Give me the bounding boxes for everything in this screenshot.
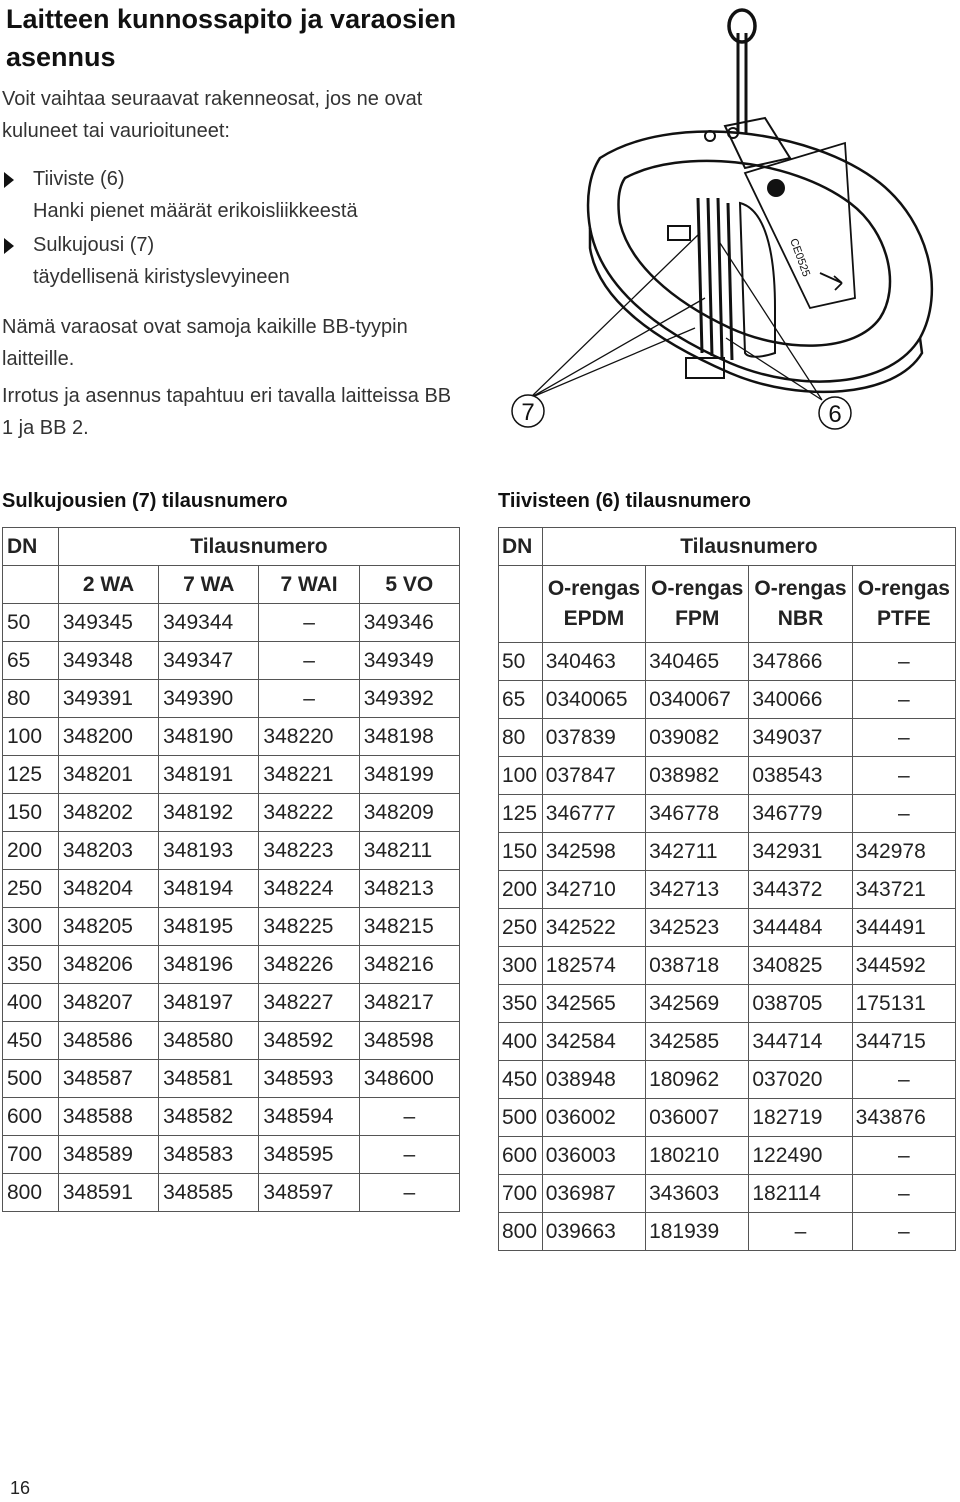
order-number-cell: 348588 [58,1098,158,1136]
dn-cell: 50 [3,604,59,642]
order-number-cell: – [852,681,955,719]
dn-cell: 80 [3,680,59,718]
table-row [3,604,460,642]
table-row [3,718,460,756]
order-number-cell: 348589 [58,1136,158,1174]
seals-table [498,527,956,1251]
order-number-cell: 038543 [749,757,852,795]
order-number-cell: 342584 [542,1023,645,1061]
col-header-line: EPDM [563,607,625,630]
table-row [3,756,460,794]
seals-heading: Tiivisteen (6) tilausnumero [498,490,752,512]
order-number-cell: 180210 [646,1137,749,1175]
order-number-cell: – [852,643,955,681]
order-number-cell: 348591 [58,1174,158,1212]
order-number-cell: 343876 [852,1099,955,1137]
order-number-cell: 348202 [58,794,158,832]
order-number-cell: 348217 [359,984,459,1022]
order-number-cell: 348222 [259,794,359,832]
order-number-cell: 348581 [159,1060,259,1098]
order-number-cell: – [359,1098,459,1136]
table-row [3,870,460,908]
table-row [499,757,956,795]
order-number-cell: – [852,1213,955,1251]
order-number-cell: 342585 [646,1023,749,1061]
table-subheader-row [499,566,956,643]
dn-cell: 800 [3,1174,59,1212]
table-row [499,1023,956,1061]
dn-cell: 80 [499,719,543,757]
order-number-cell: 348593 [259,1060,359,1098]
bullet-line: Hanki pienet määrät erikoisliikkeestä [33,200,358,222]
order-number-cell: 038982 [646,757,749,795]
order-number-cell: – [259,604,359,642]
table-row [499,1061,956,1099]
order-number-cell: 348215 [359,908,459,946]
order-number-cell: 038705 [749,985,852,1023]
order-number-cell: 348190 [159,718,259,756]
order-number-cell: 348196 [159,946,259,984]
table-row [3,832,460,870]
order-number-cell: 348587 [58,1060,158,1098]
col-header-line: FPM [675,607,720,630]
order-number-cell: 349349 [359,642,459,680]
order-number-cell: 348592 [259,1022,359,1060]
order-number-cell: 348216 [359,946,459,984]
order-number-cell: 038948 [542,1061,645,1099]
order-number-cell: 342523 [646,909,749,947]
dn-cell: 50 [499,643,543,681]
order-number-cell: – [852,1061,955,1099]
order-number-cell: 182574 [542,947,645,985]
order-number-cell: 342931 [749,833,852,871]
order-number-cell: 348585 [159,1174,259,1212]
order-number-cell: 349346 [359,604,459,642]
order-number-cell: 348595 [259,1136,359,1174]
order-number-cell: 340066 [749,681,852,719]
order-number-cell: 342978 [852,833,955,871]
order-number-cell: – [359,1136,459,1174]
order-number-cell: – [749,1213,852,1251]
order-number-cell: 348203 [58,832,158,870]
order-number-cell: 348200 [58,718,158,756]
bullet-line: täydellisenä kiristyslevyineen [33,266,290,288]
dn-cell: 350 [3,946,59,984]
order-number-cell: 348206 [58,946,158,984]
order-number-cell: 348221 [259,756,359,794]
col-header: 7 WAI [259,566,359,604]
intro-text: Voit vaihtaa seuraavat rakenneosat, jos ne ovat kuluneet tai vaurioituneet: [2,88,423,142]
dn-cell: 150 [3,794,59,832]
col-header-line: PTFE [877,607,931,630]
dn-cell: 150 [499,833,543,871]
order-number-cell: 342711 [646,833,749,871]
dn-cell: 500 [499,1099,543,1137]
table-row [3,984,460,1022]
table-row [499,719,956,757]
order-number-cell: 346778 [646,795,749,833]
order-number-cell: 348205 [58,908,158,946]
order-number-cell: 348194 [159,870,259,908]
dn-cell: 400 [499,1023,543,1061]
dn-cell: 600 [499,1137,543,1175]
order-number-cell: 348197 [159,984,259,1022]
dn-cell: 300 [499,947,543,985]
order-number-cell: 348225 [259,908,359,946]
order-number-cell: 349392 [359,680,459,718]
table-row [499,643,956,681]
order-number-cell: 036987 [542,1175,645,1213]
valve-illustration [490,8,960,448]
order-number-cell: 348583 [159,1136,259,1174]
order-number-cell: 348580 [159,1022,259,1060]
order-number-cell: 349037 [749,719,852,757]
col-header: 2 WA [58,566,158,604]
table-row [499,1213,956,1251]
order-number-cell: 348201 [58,756,158,794]
order-number-cell: 342569 [646,985,749,1023]
order-number-cell: 039663 [542,1213,645,1251]
dn-cell: 500 [3,1060,59,1098]
table-row [3,1136,460,1174]
table-row [3,1098,460,1136]
order-number-cell: 344484 [749,909,852,947]
order-number-cell: 340825 [749,947,852,985]
bullet-icon [4,172,14,188]
table-row [3,680,460,718]
col-header: 7 WA [159,566,259,604]
dn-cell: 200 [499,871,543,909]
dn-cell: 700 [499,1175,543,1213]
page-number: 16 [10,1478,31,1498]
table-row [499,909,956,947]
col-header: 5 VO [359,566,459,604]
order-number-cell: 348213 [359,870,459,908]
order-number-cell: 180962 [646,1061,749,1099]
table-row [499,681,956,719]
col-header [646,566,749,643]
col-header [749,566,852,643]
page-title: Laitteen kunnossapito ja varaosien asennus [6,4,457,72]
order-number-cell: – [852,1175,955,1213]
order-number-cell: – [852,719,955,757]
table-header-row [3,528,460,566]
order-number-cell: 342710 [542,871,645,909]
order-number-cell: 342565 [542,985,645,1023]
order-number-cell: 348193 [159,832,259,870]
order-number-cell: 037020 [749,1061,852,1099]
order-number-cell: 349391 [58,680,158,718]
col-header-line: O-rengas [754,577,847,600]
order-number-cell: 340465 [646,643,749,681]
col-header-line: O-rengas [651,577,744,600]
order-number-cell: 181939 [646,1213,749,1251]
order-number-cell: 349347 [159,642,259,680]
table-row [3,642,460,680]
order-number-cell: 348226 [259,946,359,984]
dn-cell: 200 [3,832,59,870]
order-number-cell: 348192 [159,794,259,832]
table-row [499,795,956,833]
table-row [499,1175,956,1213]
col-header-line: NBR [777,607,824,630]
order-number-cell: 349348 [58,642,158,680]
order-number-cell: 122490 [749,1137,852,1175]
dn-cell: 450 [499,1061,543,1099]
order-number-cell: 344372 [749,871,852,909]
order-number-cell: 349390 [159,680,259,718]
order-number-cell: – [359,1174,459,1212]
col-group: Tilausnumero [542,528,955,566]
order-number-cell: 348207 [58,984,158,1022]
dn-cell: 350 [499,985,543,1023]
order-number-cell: 344715 [852,1023,955,1061]
order-number-cell: 346777 [542,795,645,833]
springs-heading: Sulkujousien (7) tilausnumero [2,490,288,512]
col-header-line: O-rengas [857,577,950,600]
figure-label-6: 6 [828,401,842,428]
order-number-cell: 348586 [58,1022,158,1060]
order-number-cell: 348191 [159,756,259,794]
table-row [3,1022,460,1060]
table-row [499,1137,956,1175]
order-number-cell: 348211 [359,832,459,870]
order-number-cell: 182719 [749,1099,852,1137]
order-number-cell: 037847 [542,757,645,795]
figure-label-7: 7 [521,399,535,426]
col-dn: DN [3,528,59,566]
dn-cell: 250 [3,870,59,908]
order-number-cell: 036003 [542,1137,645,1175]
dn-cell: 65 [499,681,543,719]
bullet-item [2,163,462,227]
springs-table [2,527,460,1212]
bullet-item [2,229,462,293]
dn-cell: 400 [3,984,59,1022]
table-row [3,794,460,832]
order-number-cell: 348220 [259,718,359,756]
dn-cell: 65 [3,642,59,680]
bullet-line: Sulkujousi (7) [33,234,155,256]
order-number-cell: 039082 [646,719,749,757]
order-number-cell: 348223 [259,832,359,870]
order-number-cell: 348582 [159,1098,259,1136]
bullet-icon [4,238,14,254]
order-number-cell: 036002 [542,1099,645,1137]
table-row [499,871,956,909]
order-number-cell: 348204 [58,870,158,908]
paragraph: Nämä varaosat ovat samoja kaikille BB-tyypin laitteille. [2,316,408,370]
order-number-cell: 036007 [646,1099,749,1137]
order-number-cell: 182114 [749,1175,852,1213]
order-number-cell: 348594 [259,1098,359,1136]
order-number-cell: 343603 [646,1175,749,1213]
order-number-cell: 0340065 [542,681,645,719]
order-number-cell: 348227 [259,984,359,1022]
order-number-cell: 348199 [359,756,459,794]
order-number-cell: – [259,642,359,680]
order-number-cell: 348198 [359,718,459,756]
order-number-cell: 342598 [542,833,645,871]
order-number-cell: 348600 [359,1060,459,1098]
order-number-cell: 349344 [159,604,259,642]
order-number-cell: 348597 [259,1174,359,1212]
table-row [3,908,460,946]
ce-mark: CE0525 [787,236,813,279]
order-number-cell: 340463 [542,643,645,681]
order-number-cell: 343721 [852,871,955,909]
table-row [3,1174,460,1212]
col-header [852,566,955,643]
empty-cell [499,566,543,643]
table-row [499,1099,956,1137]
order-number-cell: 0340067 [646,681,749,719]
dn-cell: 125 [499,795,543,833]
dn-cell: 100 [499,757,543,795]
col-dn: DN [499,528,543,566]
order-number-cell: 344491 [852,909,955,947]
table-row [499,985,956,1023]
dn-cell: 800 [499,1213,543,1251]
table-row [499,833,956,871]
dn-cell: 125 [3,756,59,794]
order-number-cell: 175131 [852,985,955,1023]
order-number-cell: 344592 [852,947,955,985]
order-number-cell: – [852,757,955,795]
order-number-cell: – [259,680,359,718]
table-row [499,947,956,985]
dn-cell: 300 [3,908,59,946]
paragraph: Irrotus ja asennus tapahtuu eri tavalla laitteissa BB 1 ja BB 2. [2,385,452,439]
order-number-cell: 038718 [646,947,749,985]
dn-cell: 250 [499,909,543,947]
bullet-line: Tiiviste (6) [33,168,125,190]
order-number-cell: 344714 [749,1023,852,1061]
order-number-cell: – [852,795,955,833]
order-number-cell: 342713 [646,871,749,909]
empty-cell [3,566,59,604]
col-header [542,566,645,643]
col-group: Tilausnumero [58,528,459,566]
col-header-line: O-rengas [547,577,641,600]
order-number-cell: 348209 [359,794,459,832]
dn-cell: 700 [3,1136,59,1174]
order-number-cell: – [852,1137,955,1175]
order-number-cell: 348195 [159,908,259,946]
order-number-cell: 348224 [259,870,359,908]
dn-cell: 600 [3,1098,59,1136]
order-number-cell: 348598 [359,1022,459,1060]
table-subheader-row [3,566,460,604]
dn-cell: 100 [3,718,59,756]
order-number-cell: 037839 [542,719,645,757]
order-number-cell: 347866 [749,643,852,681]
table-row [3,1060,460,1098]
dn-cell: 450 [3,1022,59,1060]
order-number-cell: 349345 [58,604,158,642]
order-number-cell: 342522 [542,909,645,947]
bullet-list [2,163,462,295]
table-row [3,946,460,984]
table-header-row [499,528,956,566]
order-number-cell: 346779 [749,795,852,833]
